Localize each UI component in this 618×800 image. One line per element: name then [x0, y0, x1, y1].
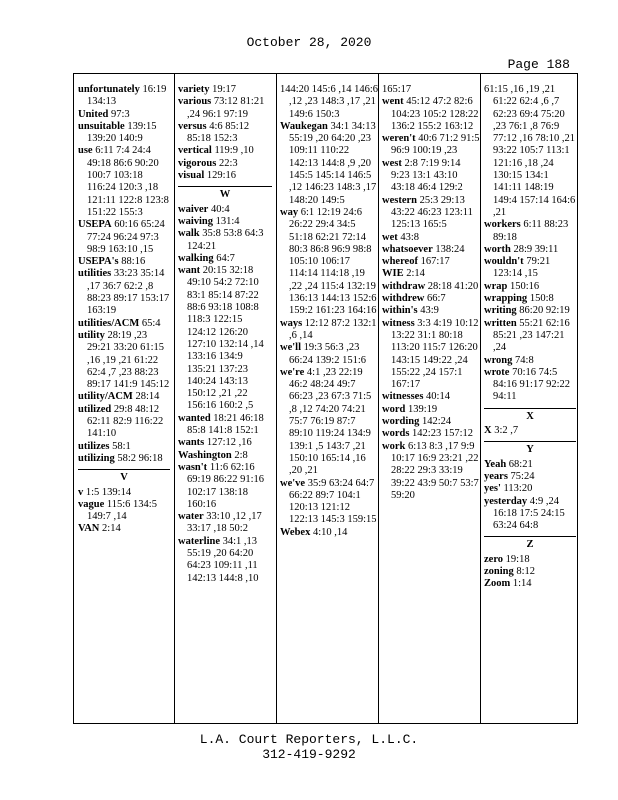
index-entry: [178, 158, 272, 170]
index-refs: 58:2 96:18: [117, 452, 163, 464]
index-refs: 19:3 56:3 ,23 66:24 139:2 151:6: [289, 342, 367, 366]
index-refs: 2:8 7:19 9:14 9:23 13:1 43:10 43:18 46:4 129:2: [391, 157, 463, 194]
index-term: whereof: [382, 256, 418, 268]
index-refs: 58:1: [112, 440, 131, 452]
index-entry: [484, 305, 576, 317]
index-refs: 8:12: [516, 565, 536, 577]
index-entry: [178, 265, 272, 413]
index-term: wasn't: [178, 461, 208, 473]
index-term: weren't: [382, 133, 416, 145]
index-entry: [382, 84, 480, 96]
index-refs: 97:3: [110, 108, 130, 120]
index-entry: [484, 471, 576, 483]
index-term: want: [178, 265, 201, 277]
index-refs: 19:17: [212, 84, 237, 95]
index-term: written: [484, 317, 517, 329]
index-refs: 3:2 ,7: [494, 425, 519, 437]
index-entry: [484, 578, 576, 590]
index-term: whatsoever: [382, 243, 433, 255]
index-entry: [78, 487, 170, 499]
index-entry: [78, 268, 170, 317]
index-entry: [382, 268, 480, 280]
index-entry: [484, 355, 576, 367]
index-term: way: [280, 206, 299, 218]
index-refs: 19:18: [505, 553, 530, 565]
index-entry: [382, 318, 480, 392]
index-entry: [484, 84, 576, 219]
index-term: witnesses: [382, 391, 424, 403]
index-refs: 11:6 62:16 69:19 86:22 91:16 102:17 138:18 160:16: [187, 461, 265, 510]
index-term: walking: [178, 252, 214, 264]
index-refs: 25:3 29:13 43:22 46:23 123:11 125:13 165:5: [391, 194, 473, 231]
index-refs: 33:23 35:14 ,17 36:7 62:2 ,8 88:23 89:17 153:17 163:19: [87, 268, 170, 317]
index-term: waiving: [178, 215, 214, 227]
index-column-1: [78, 84, 170, 536]
index-term: writing: [484, 305, 517, 317]
index-entry: [382, 428, 480, 440]
index-entry: [280, 84, 378, 121]
index-refs: 6:13 8:3 ,17 9:9 10:17 16:9 23:21 ,22 28:22 29:3 33:19 39:22 43:9 50:7 53:7 59:20: [391, 440, 479, 501]
column-divider: [480, 74, 481, 723]
index-term: VAN: [78, 523, 100, 535]
index-refs: 28:14: [135, 391, 160, 403]
index-term: Washington: [178, 449, 232, 461]
index-entry: [78, 318, 170, 330]
index-refs: 6:1 12:19 24:6 26:22 29:4 34:5 51:18 62:21 72:14 80:3 86:8 96:9 98:8 105:10 106:17 114:14 114:18 ,19 ,22 ,24 115:4 132:19 136:13 144:13 152:6 159:2 161:23 164:16: [289, 206, 377, 317]
index-term: within's: [382, 305, 418, 317]
index-term: visual: [178, 170, 205, 182]
index-refs: 33:10 ,12 ,17 33:17 ,18 50:2: [187, 511, 262, 535]
index-term: various: [178, 96, 212, 108]
index-column-5: [484, 84, 576, 591]
index-term: wrapping: [484, 293, 528, 305]
index-refs: 4:9 ,24 16:18 17:5 24:15 63:24 64:8: [493, 495, 565, 532]
index-term: WIE: [382, 268, 404, 280]
index-term: utility/ACM: [78, 391, 133, 403]
index-term: USEPA's: [78, 256, 119, 268]
index-refs: 86:20 92:19: [519, 305, 570, 317]
index-term: zero: [484, 553, 504, 565]
index-term: utilized: [78, 403, 112, 415]
index-refs: 35:9 63:24 64:7 66:22 89:7 104:1 120:13 121:12 122:13 145:3 159:15: [289, 477, 377, 526]
index-refs: 65:4: [141, 317, 161, 329]
index-refs: 16:19 134:13: [87, 84, 167, 108]
index-entry: [178, 228, 272, 253]
index-entry: [178, 253, 272, 265]
index-term: Yeah: [484, 458, 507, 470]
index-entry: [382, 195, 480, 232]
index-term: walk: [178, 228, 200, 240]
index-term: worth: [484, 243, 511, 255]
index-entry: [382, 96, 480, 133]
index-term: United: [78, 108, 109, 120]
index-entry: [484, 554, 576, 566]
index-refs: 150:8: [529, 293, 554, 305]
index-entry: [382, 244, 480, 256]
index-refs: 34:1 34:13 55:19 ,20 64:20 ,23 109:11 110:22 142:13 144:8 ,9 ,20 145:5 145:14 146:5 ,12 146:23 148:3 ,17 148:20 149:5: [289, 120, 377, 206]
index-entry: [178, 413, 272, 438]
index-term: witness: [382, 317, 415, 329]
index-term: X: [484, 425, 492, 437]
index-refs: 45:12 47:2 82:6 104:23 105:2 128:22 136:2 155:2 163:12: [391, 96, 479, 132]
index-entry: [78, 109, 170, 121]
index-term: vague: [78, 498, 105, 510]
header-date: October 28, 2020: [246, 35, 372, 50]
index-frame: [73, 73, 578, 724]
index-refs: 119:9 ,10: [214, 145, 254, 157]
index-entry: [280, 121, 378, 207]
column-divider: [378, 74, 379, 723]
index-refs: 142:23 157:12: [412, 428, 474, 440]
index-entry: [78, 391, 170, 403]
index-refs: 43:9: [420, 305, 439, 317]
index-entry: [484, 459, 576, 471]
index-refs: 138:24: [435, 243, 465, 255]
index-entry: [78, 453, 170, 465]
index-entry: [484, 425, 576, 437]
index-term: zoning: [484, 565, 514, 577]
index-entry: [178, 96, 272, 121]
index-refs: 29:8 48:12 62:11 82:9 116:22 141:10: [87, 403, 164, 440]
section-letter: Z: [484, 536, 576, 551]
index-term: word: [382, 403, 406, 415]
index-refs: 139:15 139:20 140:9: [87, 120, 157, 145]
index-entry: [382, 256, 480, 268]
index-refs: 131:4: [215, 215, 240, 227]
index-term: went: [382, 96, 404, 108]
index-refs: 113:20: [503, 483, 533, 495]
index-entry: [178, 84, 272, 96]
index-term: utilities/ACM: [78, 317, 140, 329]
index-term: ways: [280, 317, 303, 329]
index-refs: 6:11 88:23 89:18: [493, 219, 569, 243]
index-refs: 165:17: [382, 84, 412, 95]
index-entry: [78, 404, 170, 441]
section-letter: W: [178, 186, 272, 201]
index-refs: 55:21 62:16 85:21 ,23 147:21 ,24: [493, 317, 570, 354]
index-entry: [280, 367, 378, 478]
index-term: use: [78, 145, 93, 157]
index-column-3: [280, 84, 378, 539]
index-term: utilizes: [78, 440, 110, 452]
index-term: utilities: [78, 268, 112, 280]
index-entry: [382, 404, 480, 416]
index-entry: [178, 511, 272, 536]
index-refs: 3:3 4:19 10:12 13:22 31:1 80:18 113:20 115:7 126:20 143:15 149:22 ,24 155:22 ,24 157:1 167:17: [391, 317, 479, 391]
index-refs: 4:10 ,14: [312, 526, 348, 538]
index-entry: [78, 441, 170, 453]
index-entry: [382, 441, 480, 502]
index-refs: 2:8: [234, 449, 248, 461]
index-entry: [382, 416, 480, 428]
index-term: waterline: [178, 535, 220, 547]
index-refs: 139:19: [407, 403, 438, 415]
index-refs: 66:7: [427, 293, 446, 305]
index-term: wants: [178, 437, 205, 449]
index-entry: [382, 293, 480, 305]
index-refs: 144:20 145:6 ,14 146:6 ,12 ,23 148:3 ,17 ,21 149:6 150:3: [280, 84, 379, 120]
index-refs: 34:1 ,13 55:19 ,20 64:20 64:23 109:11 ,11 142:13 144:8 ,10: [187, 535, 259, 584]
index-refs: 115:6 134:5 149:7 ,14: [87, 498, 157, 523]
index-refs: 4:1 ,23 22:19 46:2 48:24 49:7 66:23 ,23 67:3 71:5 ,8 ,12 74:20 74:21 75:7 76:19 87:7 89:10 119:24 134:9 139:1 ,5 143:7 ,21 150:10 165:14 ,16 ,20 ,21: [289, 366, 372, 477]
index-refs: 74:8: [515, 354, 534, 366]
index-entry: [484, 256, 576, 281]
index-refs: 73:12 81:21 ,24 96:1 97:19: [187, 96, 265, 120]
index-entry: [178, 204, 272, 216]
footer-company: L.A. Court Reporters, L.L.C.: [199, 732, 419, 747]
index-term: we're: [280, 366, 305, 378]
index-refs: 68:21: [508, 458, 533, 470]
index-entry: [382, 232, 480, 244]
index-refs: 142:24: [421, 416, 452, 428]
index-term: wanted: [178, 412, 211, 424]
index-refs: 40:6 71:2 91:5 96:9 100:19 ,23: [391, 133, 480, 157]
index-entry: [178, 216, 272, 228]
index-term: Webex: [280, 526, 311, 538]
section-letter: Y: [484, 441, 576, 456]
index-term: Waukegan: [280, 120, 328, 132]
index-refs: 88:16: [121, 256, 146, 268]
index-term: waiver: [178, 203, 209, 215]
index-entry: [78, 330, 170, 391]
index-entry: [382, 305, 480, 317]
index-term: west: [382, 157, 402, 169]
index-entry: [280, 342, 378, 367]
index-term: variety: [178, 84, 210, 95]
index-term: we'll: [280, 342, 301, 354]
index-term: vertical: [178, 145, 212, 157]
index-term: v: [78, 486, 84, 498]
index-entry: [382, 391, 480, 403]
index-refs: 18:21 46:18 85:8 141:8 152:1: [187, 412, 264, 437]
index-entry: [484, 483, 576, 495]
index-refs: 150:16: [509, 280, 540, 292]
index-entry: [484, 367, 576, 404]
index-entry: [280, 527, 378, 539]
index-term: workers: [484, 219, 521, 231]
index-entry: [484, 318, 576, 355]
index-entry: [178, 145, 272, 157]
index-entry: [484, 566, 576, 578]
index-refs: 43:8: [400, 231, 420, 243]
index-refs: 1:5 139:14: [85, 486, 132, 498]
page-number: Page 188: [507, 57, 570, 72]
index-refs: 2:14: [406, 268, 425, 280]
index-entry: [484, 496, 576, 533]
index-refs: 40:4: [210, 203, 230, 215]
column-divider: [174, 74, 175, 723]
index-term: wording: [382, 416, 420, 428]
footer-phone: 312-419-9292: [262, 747, 356, 762]
index-term: yes': [484, 483, 501, 495]
index-entry: [78, 499, 170, 524]
index-refs: 75:24: [510, 470, 535, 482]
index-refs: 2:14: [102, 523, 121, 535]
index-entry: [382, 133, 480, 158]
index-term: wet: [382, 231, 398, 243]
index-refs: 61:15 ,16 ,19 ,21 61:22 62:4 ,6 ,7 62:23 69:4 75:20 ,23 76:1 ,8 76:9 77:12 ,16 78:10 ,21 93:22 105:7 113:1 121:16 ,18 ,24 130:15 134:1 141:11 148:19 149:4 157:14 164:6 ,21: [484, 84, 576, 218]
index-refs: 22:3: [218, 157, 238, 169]
index-term: unsuitable: [78, 120, 125, 132]
index-entry: [382, 281, 480, 293]
index-entry: [78, 523, 170, 535]
index-refs: 35:8 53:8 64:3 124:21: [187, 228, 264, 252]
index-entry: [484, 219, 576, 244]
index-entry: [280, 478, 378, 527]
index-refs: 60:16 65:24 77:24 96:24 97:3 98:9 163:10 ,15: [87, 219, 165, 255]
column-divider: [276, 74, 277, 723]
index-entry: [78, 121, 170, 146]
index-term: work: [382, 440, 406, 452]
section-letter: X: [484, 408, 576, 423]
index-term: Zoom: [484, 578, 511, 590]
index-entry: [484, 281, 576, 293]
index-term: wouldn't: [484, 256, 524, 268]
index-refs: 129:16: [206, 170, 237, 182]
index-refs: 167:17: [420, 256, 450, 268]
index-term: years: [484, 470, 508, 482]
index-term: we've: [280, 477, 306, 489]
index-entry: [382, 158, 480, 195]
index-refs: 12:12 87:2 132:1 ,6 ,14: [289, 317, 377, 341]
index-term: withdraw: [382, 280, 426, 292]
index-refs: 64:7: [216, 252, 235, 264]
index-term: utilizing: [78, 452, 115, 464]
index-refs: 40:14: [426, 391, 450, 403]
index-entry: [178, 536, 272, 585]
index-refs: 6:11 7:4 24:4 49:18 86:6 90:20 100:7 103:18 116:24 120:3 ,18 121:11 122:8 123:8 151:22 155:3: [87, 145, 169, 218]
index-term: versus: [178, 120, 207, 132]
index-refs: 79:21 123:14 ,15: [493, 256, 551, 280]
index-term: unfortunately: [78, 84, 140, 95]
index-refs: 28:9 39:11: [513, 243, 559, 255]
index-entry: [78, 84, 170, 109]
index-term: words: [382, 428, 410, 440]
section-letter: V: [78, 469, 170, 484]
index-column-2: [178, 84, 272, 585]
index-entry: [178, 170, 272, 182]
index-term: withdrew: [382, 293, 425, 305]
index-entry: [178, 437, 272, 449]
index-refs: 1:14: [512, 578, 532, 590]
index-entry: [178, 450, 272, 462]
index-term: water: [178, 511, 204, 523]
index-term: western: [382, 194, 417, 206]
index-entry: [280, 318, 378, 343]
index-refs: 127:12 ,16: [206, 437, 252, 449]
index-entry: [78, 219, 170, 256]
index-term: wrong: [484, 354, 513, 366]
index-entry: [484, 244, 576, 256]
index-term: wrote: [484, 366, 510, 378]
index-refs: 4:6 85:12 85:18 152:3: [187, 120, 250, 145]
index-column-4: [382, 84, 480, 502]
index-term: wrap: [484, 280, 508, 292]
index-refs: 28:18 41:20: [427, 280, 479, 292]
index-entry: [178, 121, 272, 146]
index-refs: 70:16 74:5 84:16 91:17 92:22 94:11: [493, 366, 571, 403]
index-term: utility: [78, 329, 105, 341]
index-term: USEPA: [78, 219, 112, 231]
index-term: yesterday: [484, 495, 528, 507]
index-entry: [178, 462, 272, 511]
index-refs: 28:19 ,23 29:21 33:20 61:15 ,16 ,19 ,21 61:22 62:4 ,7 ,23 88:23 89:17 141:9 145:12: [87, 329, 170, 391]
index-entry: [280, 207, 378, 318]
index-refs: 20:15 32:18 49:10 54:2 72:10 83:1 85:14 87:22 88:6 93:18 108:8 118:3 122:15 124:12 126:20 127:10 132:14 ,14 133:16 134:9 135:21 137:23 140:24 143:13 150:12 ,21 ,22 156:16 160:2 ,5: [187, 265, 264, 412]
index-entry: [78, 145, 170, 219]
index-term: vigorous: [178, 157, 217, 169]
index-entry: [484, 293, 576, 305]
index-entry: [78, 256, 170, 268]
